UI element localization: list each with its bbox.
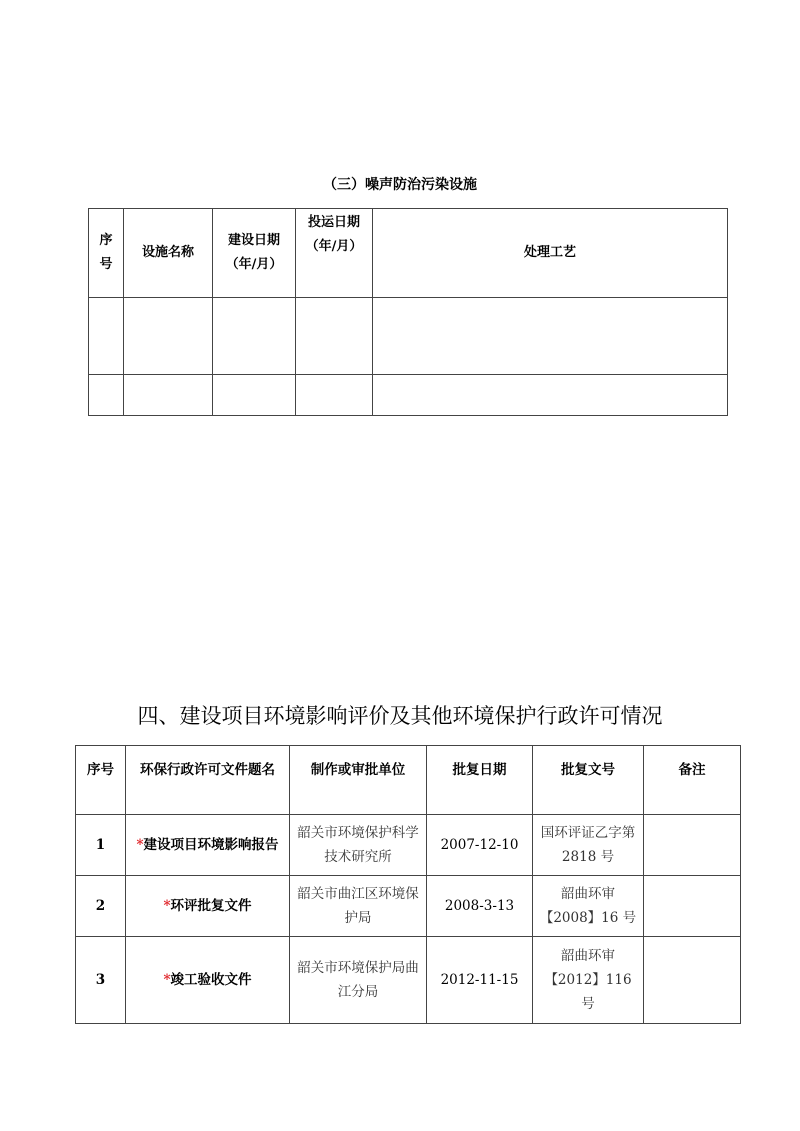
header-operation-date: 投运日期 （年/月）	[296, 209, 373, 298]
header-issuer: 制作或审批单位	[290, 746, 427, 815]
header-approval-date: 批复日期	[427, 746, 533, 815]
table-row	[76, 937, 741, 1024]
issuer: 韶关市环境保护科学技术研究所	[290, 815, 427, 876]
permits-table	[75, 745, 741, 1024]
required-mark: *	[163, 972, 171, 988]
row-index: 1	[76, 815, 126, 876]
row-index: 3	[76, 937, 126, 1024]
cell[interactable]	[213, 298, 296, 375]
row-index: 2	[76, 876, 126, 937]
header-index: 序号	[76, 746, 126, 815]
header-build-date: 建设日期 （年/月）	[213, 209, 296, 298]
section4-title: 四、建设项目环境影响评价及其他环境保护行政许可情况	[137, 704, 663, 728]
header-permit-title: 环保行政许可文件题名	[126, 746, 290, 815]
cell[interactable]	[124, 298, 213, 375]
approval-date: 2008-3-13	[427, 876, 533, 937]
approval-date: 2007-12-10	[427, 815, 533, 876]
issuer: 韶关市曲江区环境保护局	[290, 876, 427, 937]
header-facility-name: 设施名称	[124, 209, 213, 298]
permit-title: *建设项目环境影响报告	[126, 815, 290, 876]
permit-title: *环评批复文件	[126, 876, 290, 937]
cell[interactable]	[373, 375, 728, 416]
approval-number: 韶曲环审【2008】16 号	[533, 876, 644, 937]
cell[interactable]	[89, 298, 124, 375]
table-row	[76, 876, 741, 937]
header-process: 处理工艺	[373, 209, 728, 298]
header-remarks: 备注	[644, 746, 741, 815]
remarks[interactable]	[644, 937, 741, 1024]
permit-title: *竣工验收文件	[126, 937, 290, 1024]
table-row	[76, 815, 741, 876]
cell[interactable]	[296, 298, 373, 375]
approval-number: 韶曲环审【2012】116 号	[533, 937, 644, 1024]
required-mark: *	[163, 898, 171, 914]
approval-date: 2012-11-15	[427, 937, 533, 1024]
cell[interactable]	[89, 375, 124, 416]
required-mark: *	[136, 837, 144, 853]
issuer: 韶关市环境保护局曲江分局	[290, 937, 427, 1024]
noise-facilities-table	[88, 208, 728, 416]
cell[interactable]	[373, 298, 728, 375]
table-header-row	[89, 209, 728, 298]
header-index: 序 号	[89, 209, 124, 298]
header-approval-number: 批复文号	[533, 746, 644, 815]
table-row	[89, 298, 728, 375]
cell[interactable]	[213, 375, 296, 416]
remarks[interactable]	[644, 815, 741, 876]
table-row	[89, 375, 728, 416]
section3-title: （三）噪声防治污染设施	[323, 177, 477, 193]
remarks[interactable]	[644, 876, 741, 937]
cell[interactable]	[124, 375, 213, 416]
approval-number: 国环评证乙字第 2818 号	[533, 815, 644, 876]
cell[interactable]	[296, 375, 373, 416]
table-header-row	[76, 746, 741, 815]
